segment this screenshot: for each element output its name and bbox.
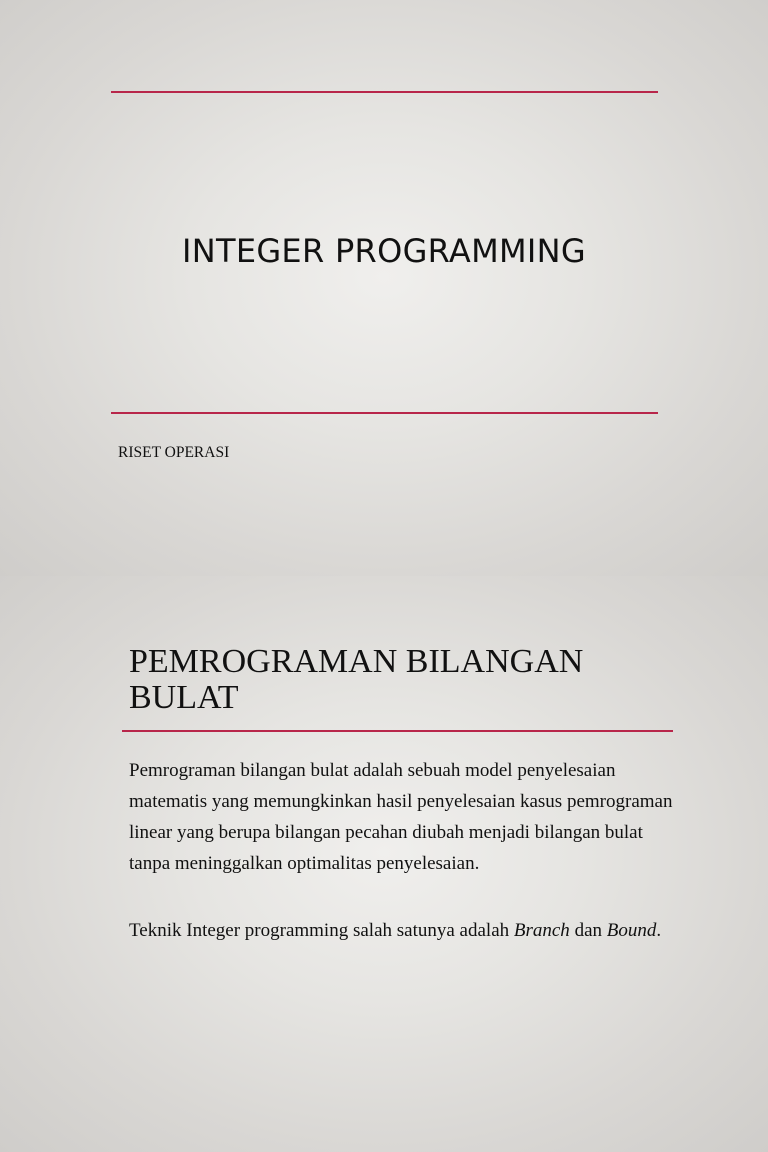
slide-body bbox=[129, 755, 674, 946]
technique-text: Teknik Integer programming salah satunya adalah bbox=[129, 920, 514, 941]
sentence-end: . bbox=[656, 920, 662, 941]
slide-title: INTEGER PROGRAMMING bbox=[182, 232, 586, 270]
branch-term: Branch bbox=[513, 920, 570, 941]
slide-heading: PEMROGRAMAN BILANGAN BULAT bbox=[129, 643, 584, 716]
bound-term: Bound bbox=[606, 920, 657, 941]
body-paragraph-technique bbox=[129, 915, 674, 946]
slide-2 bbox=[0, 576, 768, 1152]
body-paragraph: Pemrograman bilangan bulat adalah sebuah model penyelesaian matematis yang memungkinkan hasil penyelesaian kasus pemrograman linear yang berupa bilangan pecahan diubah menjadi bilangan bulat tanpa meninggalkan optimalitas penyelesaian. bbox=[129, 760, 673, 874]
bottom-divider bbox=[111, 412, 658, 414]
heading-divider bbox=[122, 730, 673, 732]
top-divider bbox=[111, 91, 658, 93]
conjunction-text: dan bbox=[569, 920, 607, 941]
slide-subtitle: RISET OPERASI bbox=[118, 444, 230, 461]
